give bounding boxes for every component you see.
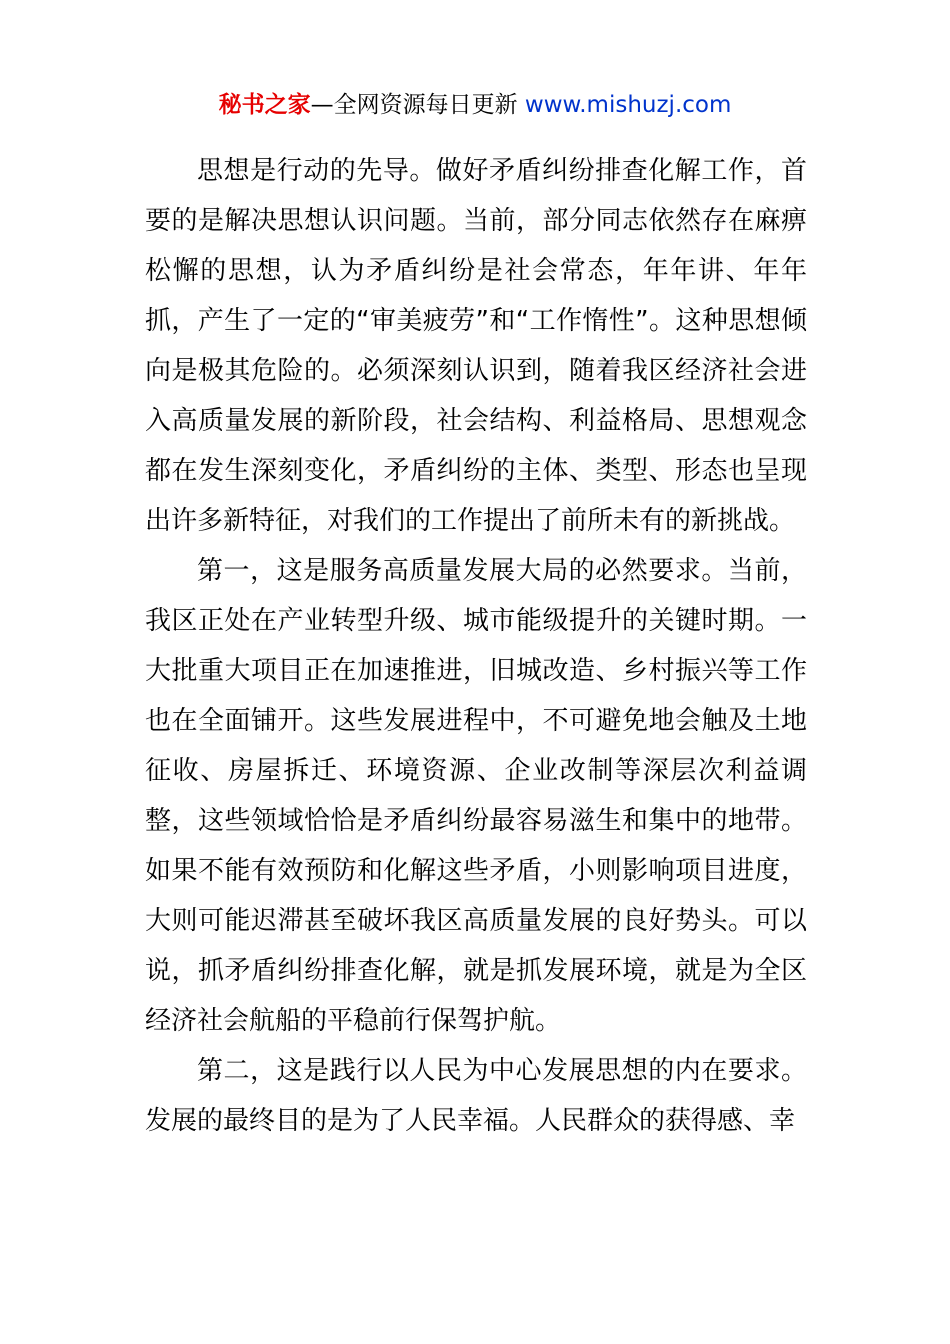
paragraph-3: 第二，这是践行以人民为中心发展思想的内在要求。发展的最终目的是为了人民幸福。人民群众的获得感、幸 <box>145 1056 807 1136</box>
site-brand: 秘书之家 <box>218 92 311 118</box>
site-url-link[interactable]: www.mishuzj.com <box>524 92 732 118</box>
paragraph-1: 思想是行动的先导。做好矛盾纠纷排查化解工作，首要的是解决思想认识问题。当前，部分同志依然存在麻痹松懈的思想，认为矛盾纠纷是社会常态，年年讲、年年抓，产生了一定的“审美疲劳”和“工作惰性”。这种思想倾向是极其危险的。必须深刻认识到，随着我区经济社会进入高质量发展的新阶段，社会结构、利益格局、思想观念都在发生深刻变化，矛盾纠纷的主体、类型、形态也呈现出许多新特征，对我们的工作提出了前所未有的新挑战。 <box>145 156 807 536</box>
site-tagline: —全网资源每日更新 <box>310 92 525 118</box>
document-body <box>145 146 807 1146</box>
paragraph-2: 第一，这是服务高质量发展大局的必然要求。当前，我区正处在产业转型升级、城市能级提升的关键时期。一大批重大项目正在加速推进，旧城改造、乡村振兴等工作也在全面铺开。这些发展进程中，不可避免地会触及土地征收、房屋拆迁、环境资源、企业改制等深层次利益调整，这些领域恰恰是矛盾纠纷最容易滋生和集中的地带。如果不能有效预防和化解这些矛盾，小则影响项目进度，大则可能迟滞甚至破坏我区高质量发展的良好势头。可以说，抓矛盾纠纷排查化解，就是抓发展环境，就是为全区经济社会航船的平稳前行保驾护航。 <box>145 556 807 1036</box>
site-header <box>0 88 950 122</box>
